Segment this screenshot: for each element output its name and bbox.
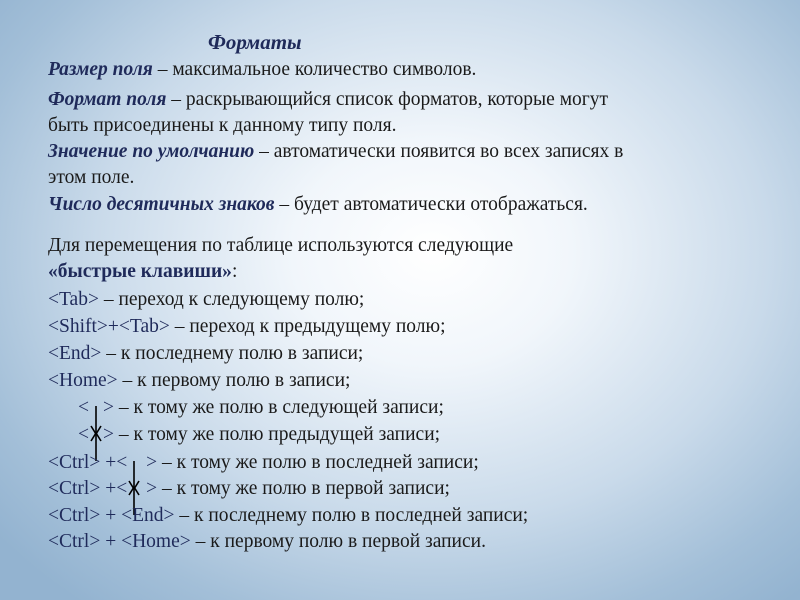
definition-term: Размер поля	[48, 59, 153, 80]
definition-field-size	[48, 58, 476, 82]
key-plus: +	[100, 531, 122, 552]
definition-dash: –	[157, 59, 168, 80]
key-label: <Home>	[121, 531, 191, 552]
definition-field-format	[48, 88, 608, 112]
shortcut-ctrl-down	[48, 451, 479, 475]
shortcut-description: – к последнему полю в последней записи;	[179, 505, 529, 526]
shortcut-ctrl-up	[48, 477, 450, 501]
key-label: <End>	[48, 343, 102, 364]
definition-text: будет автоматически отображаться.	[294, 194, 588, 215]
key-plus: +	[107, 316, 119, 337]
key-label: <Shift>	[48, 316, 108, 337]
key-label: <Home>	[48, 370, 118, 391]
key-close-bracket: >	[103, 397, 114, 418]
page-title: Форматы	[208, 30, 302, 54]
shortcut-up-arrow	[78, 423, 440, 447]
shortcut-description: – к тому же полю в первой записи;	[161, 478, 450, 499]
intro-text: Для перемещения по таблице используются следующие	[48, 235, 514, 256]
key-close-bracket: >	[103, 424, 114, 445]
key-open-bracket: <	[116, 478, 128, 499]
shortcut-description: – к тому же полю в следующей записи;	[118, 397, 444, 418]
definition-text-continuation: быть присоединены к данному типу поля.	[48, 115, 397, 136]
key-label: <Ctrl>	[48, 452, 101, 473]
key-label: <End>	[121, 505, 175, 526]
definition-decimal-places	[48, 193, 588, 217]
key-label: <Tab>	[118, 316, 170, 337]
shortcut-description: – к тому же полю предыдущей записи;	[118, 424, 441, 445]
shortcut-ctrl-end	[48, 504, 528, 528]
definition-term: Значение по умолчанию	[48, 141, 255, 162]
hotkeys-heading: «быстрые клавиши»	[48, 261, 232, 282]
key-plus: +	[100, 478, 117, 499]
definition-dash: –	[171, 89, 182, 110]
shortcut-tab	[48, 288, 364, 312]
key-open-bracket: <	[78, 424, 89, 445]
definition-term: Формат поля	[48, 89, 167, 110]
definition-term: Число десятичных знаков	[48, 194, 275, 215]
definition-text: автоматически появится во всех записях в	[273, 141, 624, 162]
definition-text: максимальное количество символов.	[172, 59, 477, 80]
definition-dash: –	[259, 141, 269, 162]
key-label: <Ctrl>	[48, 505, 101, 526]
shortcut-description: – к тому же полю в последней записи;	[161, 452, 479, 473]
key-label: <Tab>	[48, 289, 99, 310]
shortcut-description: – к последнему полю в записи;	[106, 343, 364, 364]
definition-text: раскрывающийся список форматов, которые могут	[185, 89, 609, 110]
key-label: <Ctrl>	[48, 531, 101, 552]
shortcut-home	[48, 369, 350, 393]
intro-colon: :	[231, 261, 238, 282]
key-label: <Ctrl>	[48, 478, 101, 499]
shortcut-description: – переход к следующему полю;	[103, 289, 365, 310]
key-plus: +	[100, 505, 122, 526]
shortcut-description: – к первому полю в записи;	[122, 370, 351, 391]
definition-default-value	[48, 140, 623, 164]
shortcut-description: – переход к предыдущему полю;	[174, 316, 446, 337]
key-close-bracket: >	[141, 478, 158, 499]
shortcut-description: – к первому полю в первой записи.	[195, 531, 486, 552]
shortcut-ctrl-home	[48, 530, 486, 554]
key-close-bracket: >	[141, 452, 158, 473]
key-open-bracket: <	[78, 397, 89, 418]
shortcut-down-arrow	[78, 396, 444, 420]
definition-dash: –	[279, 194, 290, 215]
definition-text-continuation: этом поле.	[48, 167, 135, 188]
key-open-bracket: <	[116, 452, 128, 473]
key-plus: +	[100, 452, 117, 473]
shortcut-end	[48, 342, 363, 366]
shortcut-shift-tab	[48, 315, 446, 339]
intro-text-hotkeys	[48, 260, 237, 284]
